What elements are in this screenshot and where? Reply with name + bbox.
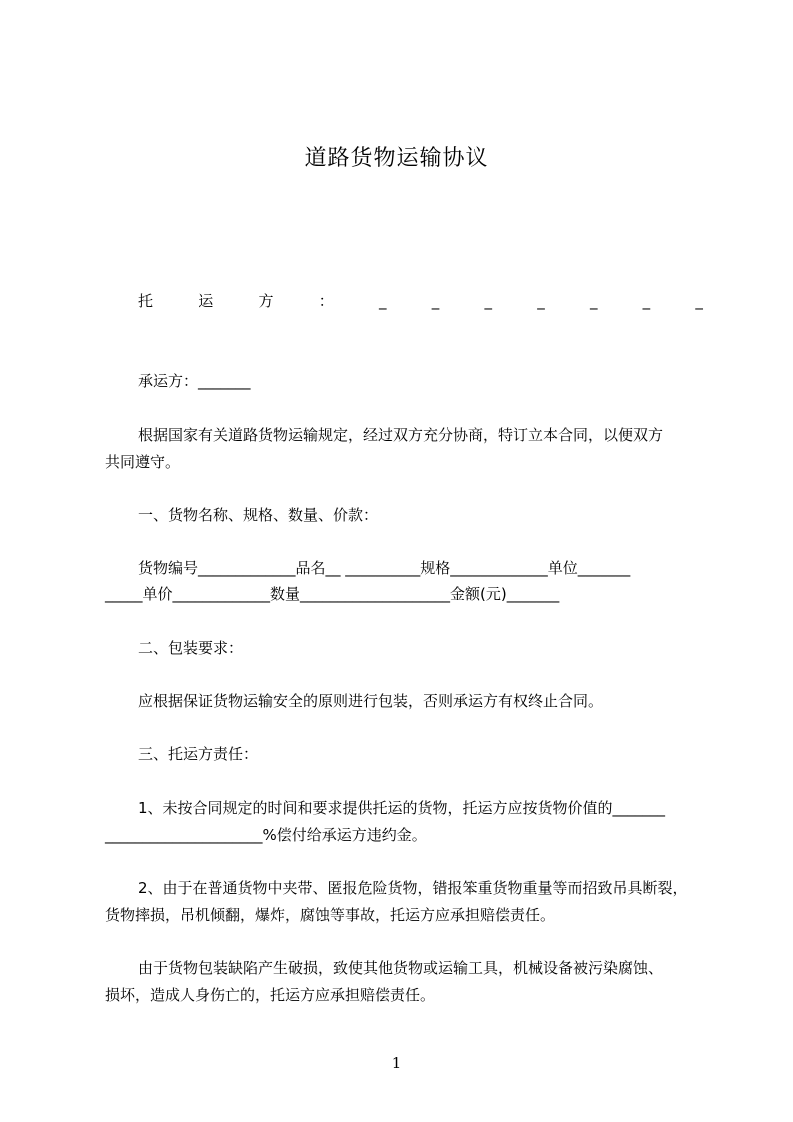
section-1-heading: 一、货物名称、规格、数量、价款：	[138, 506, 379, 524]
shipper-char: 方	[258, 292, 274, 310]
goods-line-2: _____单价_____________数量____________________金额(元)_______	[105, 585, 560, 603]
section-2-body: 应根据保证货物运输安全的原则进行包装，否则承运方有权终止合同。	[138, 692, 604, 710]
carrier-line: 承运方：_______	[138, 372, 251, 390]
shipper-char: 托	[138, 292, 154, 310]
shipper-char: ：	[318, 292, 334, 310]
goods-line-1: 货物编号_____________品名__ __________规格_____________单位_______	[138, 559, 631, 577]
document-title: 道路货物运输协议	[304, 146, 489, 171]
shipper-blank: _	[642, 292, 651, 310]
section-3-heading: 三、托运方责任：	[138, 745, 259, 763]
shipper-blank: _	[695, 292, 703, 310]
shipper-blank: _	[431, 292, 440, 310]
shipper-blank: _	[484, 292, 492, 310]
shipper-blank: _	[589, 292, 598, 310]
shipper-blank: _	[379, 292, 387, 310]
intro-line-2: 共同遵守。	[105, 453, 181, 471]
item-3-line-2: 损坏，造成人身伤亡的，托运方应承担赔偿责任。	[105, 986, 436, 1004]
item-2-line-2: 货物摔损，吊机倾翻，爆炸，腐蚀等事故，托运方应承担赔偿责任。	[105, 906, 556, 924]
item-1-line-2: _____________________%偿付给承运方违约金。	[105, 826, 427, 844]
page-number: 1	[391, 1054, 402, 1072]
item-2-line-1: 2、由于在普通货物中夹带、匿报危险货物，错报笨重货物重量等而招致吊具断裂，	[138, 879, 688, 897]
shipper-char: 运	[198, 292, 214, 310]
intro-line-1: 根据国家有关道路货物运输规定，经过双方充分协商，特订立本合同，以便双方	[138, 426, 664, 444]
section-2-heading: 二、包装要求：	[138, 639, 244, 657]
item-3-line-1: 由于货物包装缺陷产生破损，致使其他货物或运输工具，机械设备被污染腐蚀、	[138, 959, 664, 977]
item-1-line-1: 1、未按合同规定的时间和要求提供托运的货物，托运方应按货物价值的_______	[138, 799, 666, 817]
shipper-blank: _	[537, 292, 545, 310]
shipper-line	[138, 290, 703, 312]
